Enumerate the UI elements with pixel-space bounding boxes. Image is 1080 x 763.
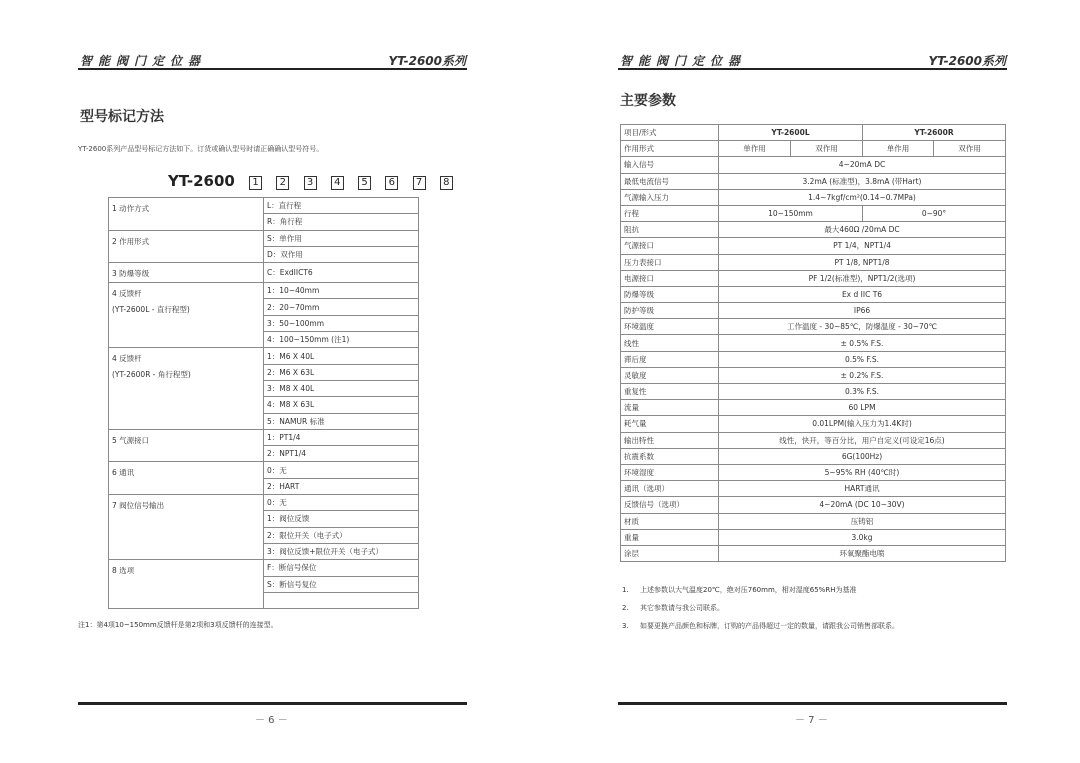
param-label-cell: 抗震系数: [621, 448, 719, 464]
table-row: [621, 238, 1006, 254]
group-label-cell: [109, 348, 264, 429]
section-title: 主要参数: [620, 93, 676, 109]
option-cell: 1：阀位反馈: [264, 511, 419, 527]
option-cell: 1：10~40mm: [264, 283, 419, 299]
group-label-cell: [109, 283, 264, 348]
parameter-table: [620, 124, 1006, 562]
param-value-cell: ± 0.2% F.S.: [719, 367, 1006, 383]
group-label: 6 通讯: [112, 468, 135, 478]
table-row: [621, 270, 1006, 286]
header-model-r: YT-2600R: [863, 125, 1006, 141]
option-cell: L：直行程: [264, 198, 419, 214]
option-cell: 3：M8 X 40L: [264, 380, 419, 396]
option-cell: 4：100~150mm (注1): [264, 332, 419, 348]
group-label: (YT-2600R - 角行程型): [112, 370, 191, 380]
param-label-cell: 滞后度: [621, 351, 719, 367]
table-row: [621, 205, 1006, 221]
group-label-cell: [109, 560, 264, 609]
param-label-cell: 输出特性: [621, 432, 719, 448]
table-row: [621, 497, 1006, 513]
note-number: 1.: [622, 586, 629, 594]
param-label-cell: 反馈信号（选项）: [621, 497, 719, 513]
model-prefix: YT-2600: [168, 172, 235, 190]
param-label-cell: 重复性: [621, 384, 719, 400]
group-label: 1 动作方式: [112, 204, 150, 213]
param-value-cell: PT 1/8, NPT1/8: [719, 254, 1006, 270]
param-label-cell: 通讯（选项）: [621, 481, 719, 497]
option-cell: 2：M6 X 63L: [264, 364, 419, 380]
note-text: 其它参数请与我公司联系。: [640, 604, 724, 612]
param-value-cell: 0~90°: [863, 205, 1006, 221]
param-label-cell: 灵敏度: [621, 367, 719, 383]
page-right: [540, 0, 1080, 763]
group-label: 7 阀位信号输出: [112, 501, 165, 511]
table-row: [621, 545, 1006, 561]
page-header: [80, 52, 466, 68]
table-row: [621, 367, 1006, 383]
model-code-table: [108, 197, 419, 609]
note-item: [622, 621, 899, 639]
group-label-cell: [109, 198, 264, 231]
group-label-cell: [109, 462, 264, 495]
group-label: 4 反馈杆: [112, 354, 142, 364]
header-product: 智能阀门定位器: [80, 54, 207, 68]
model-box: 3: [304, 176, 317, 190]
param-label-cell: 防爆等级: [621, 286, 719, 302]
option-cell: 2：20~70mm: [264, 299, 419, 315]
group-label: 8 选项: [112, 566, 135, 576]
param-label-cell: 环境温度: [621, 319, 719, 335]
param-label-cell: 重量: [621, 529, 719, 545]
table-row: [621, 400, 1006, 416]
param-label-cell: 涂层: [621, 545, 719, 561]
param-label-cell: 线性: [621, 335, 719, 351]
param-label-cell: 防护等级: [621, 303, 719, 319]
table-row: [621, 157, 1006, 173]
table-row: [621, 319, 1006, 335]
option-cell: S：断信号复位: [264, 576, 419, 592]
table-row: [109, 198, 419, 214]
param-value-cell: 6G(100Hz): [719, 448, 1006, 464]
table-row: [621, 384, 1006, 400]
group-label: 2 作用形式: [112, 236, 150, 246]
table-row: [109, 230, 419, 246]
param-value-cell: 压铸铝: [719, 513, 1006, 529]
option-cell: R：角行程: [264, 214, 419, 230]
option-cell: F：断信号保位: [264, 560, 419, 576]
option-cell: 0：无: [264, 495, 419, 511]
param-value-cell: 1.4~7kgf/cm²(0.14~0.7MPa): [719, 189, 1006, 205]
param-label-cell: 材质: [621, 513, 719, 529]
table-row: [621, 513, 1006, 529]
param-label-cell: 流量: [621, 400, 719, 416]
param-label-cell: 环境湿度: [621, 464, 719, 480]
section-title: 型号标记方法: [80, 109, 164, 125]
option-cell: 2：NPT1/4: [264, 446, 419, 462]
table-row: [621, 464, 1006, 480]
table-row: [621, 189, 1006, 205]
param-value-cell: 4~20mA DC: [719, 157, 1006, 173]
param-value-cell: ± 0.5% F.S.: [719, 335, 1006, 351]
param-label-cell: 最低电流信号: [621, 173, 719, 189]
subheader-cell: 双作用: [791, 141, 863, 157]
model-box: 7: [413, 176, 426, 190]
model-box: 2: [276, 176, 289, 190]
group-label: 5 气源接口: [112, 435, 150, 445]
table-row: [109, 560, 419, 576]
table-row: [621, 416, 1006, 432]
header-series: YT-2600系列: [928, 54, 1006, 68]
option-cell: 2：限位开关（电子式）: [264, 527, 419, 543]
table-row: [621, 173, 1006, 189]
group-label-cell: [109, 230, 264, 263]
param-value-cell: 工作温度 - 30~85℃，防爆温度 - 30~70℃: [719, 319, 1006, 335]
table-row: [621, 222, 1006, 238]
param-value-cell: IP66: [719, 303, 1006, 319]
group-label: (YT-2600L - 直行程型): [112, 305, 190, 315]
table-row: [621, 303, 1006, 319]
param-label-cell: 气源接口: [621, 238, 719, 254]
model-box: 4: [331, 176, 344, 190]
group-label: 4 反馈杆: [112, 289, 142, 299]
note-text: 上述参数以大气温度20℃，绝对压760mm，相对湿度65%RH为基准: [640, 586, 857, 594]
table-row: [621, 529, 1006, 545]
header-label-cell: 项目/形式: [621, 125, 719, 141]
subheader-cell: 单作用: [719, 141, 791, 157]
option-cell: 3：阀位反馈+限位开关（电子式）: [264, 543, 419, 559]
option-cell: 2：HART: [264, 478, 419, 494]
option-cell: [264, 592, 419, 608]
table-row: [109, 462, 419, 478]
param-value-cell: 3.2mA (标准型)，3.8mA (带Hart): [719, 173, 1006, 189]
param-value-cell: Ex d IIC T6: [719, 286, 1006, 302]
group-label: 3 防爆等级: [112, 269, 150, 279]
param-value-cell: PF 1/2(标准型)，NPT1/2(选项): [719, 270, 1006, 286]
param-value-cell: 4~20mA (DC 10~30V): [719, 497, 1006, 513]
model-box: 8: [440, 176, 453, 190]
param-label-cell: 气源输入压力: [621, 189, 719, 205]
option-cell: 3：50~100mm: [264, 315, 419, 331]
note-number: 3.: [622, 622, 629, 630]
option-cell: S：单作用: [264, 230, 419, 246]
page-number: － 6 －: [255, 715, 288, 726]
page-header: [620, 52, 1006, 68]
group-label-cell: [109, 263, 264, 283]
subheader-cell: 单作用: [863, 141, 934, 157]
model-box: 5: [358, 176, 371, 190]
param-value-cell: 0.5% F.S.: [719, 351, 1006, 367]
table-row: [109, 429, 419, 445]
footer-rule: [78, 702, 467, 705]
param-label-cell: 耗气量: [621, 416, 719, 432]
table-row: [621, 448, 1006, 464]
header-rule: [618, 68, 1007, 70]
header-model-l: YT-2600L: [719, 125, 863, 141]
option-cell: 1：M6 X 40L: [264, 348, 419, 364]
subheader-cell: 双作用: [934, 141, 1006, 157]
group-label-cell: [109, 429, 264, 462]
table-row: [109, 348, 419, 364]
header-product: 智能阀门定位器: [620, 54, 747, 68]
param-label-cell: 阻抗: [621, 222, 719, 238]
note-text: 如要更换产品颜色和标牌，订购的产品得超过一定的数量，请跟我公司销售部联系。: [640, 622, 899, 630]
model-code: [168, 172, 453, 190]
table-row: [621, 351, 1006, 367]
page-number: － 7 －: [795, 715, 828, 726]
param-value-cell: 0.3% F.S.: [719, 384, 1006, 400]
table-header-row: [621, 125, 1006, 141]
option-cell: C：ExdIICT6: [264, 263, 419, 283]
param-value-cell: PT 1/4，NPT1/4: [719, 238, 1006, 254]
param-value-cell: 3.0kg: [719, 529, 1006, 545]
subheader-label-cell: 作用形式: [621, 141, 719, 157]
option-cell: 1：PT1/4: [264, 429, 419, 445]
table-row: [109, 283, 419, 299]
note-number: 2.: [622, 604, 629, 612]
table-row: [109, 495, 419, 511]
header-series: YT-2600系列: [388, 54, 466, 68]
param-value-cell: 10~150mm: [719, 205, 863, 221]
table-subheader-row: [621, 141, 1006, 157]
table-row: [621, 286, 1006, 302]
option-cell: 5：NAMUR 标准: [264, 413, 419, 429]
group-label-cell: [109, 495, 264, 560]
param-value-cell: HART通讯: [719, 481, 1006, 497]
table-row: [621, 254, 1006, 270]
option-cell: 0：无: [264, 462, 419, 478]
param-value-cell: 线性，快开，等百分比，用户自定义(可设定16点): [719, 432, 1006, 448]
header-rule: [78, 68, 467, 70]
table-row: [621, 432, 1006, 448]
param-value-cell: 最大460Ω /20mA DC: [719, 222, 1006, 238]
param-label-cell: 电源接口: [621, 270, 719, 286]
note-item: [622, 585, 899, 603]
table-row: [621, 481, 1006, 497]
option-cell: D：双作用: [264, 246, 419, 262]
model-box: 6: [385, 176, 398, 190]
notes-list: [622, 585, 899, 639]
intro-text: YT-2600系列产品型号标记方法如下。订货或确认型号时请正确确认型号符号。: [78, 145, 324, 153]
param-label-cell: 行程: [621, 205, 719, 221]
note-item: [622, 603, 899, 621]
param-value-cell: 5~95% RH (40℃时): [719, 464, 1006, 480]
footer-rule: [618, 702, 1007, 705]
param-value-cell: 60 LPM: [719, 400, 1006, 416]
param-value-cell: 0.01LPM(输入压力为1.4K时): [719, 416, 1006, 432]
param-label-cell: 压力表接口: [621, 254, 719, 270]
option-cell: 4：M8 X 63L: [264, 397, 419, 413]
param-label-cell: 输入信号: [621, 157, 719, 173]
model-box: 1: [249, 176, 262, 190]
table-row: [621, 335, 1006, 351]
table-row: [109, 263, 419, 283]
footnote: 注1：第4项10~150mm反馈杆是第2项和3项反馈杆的连接型。: [78, 621, 278, 629]
param-value-cell: 环氧聚酯电喷: [719, 545, 1006, 561]
